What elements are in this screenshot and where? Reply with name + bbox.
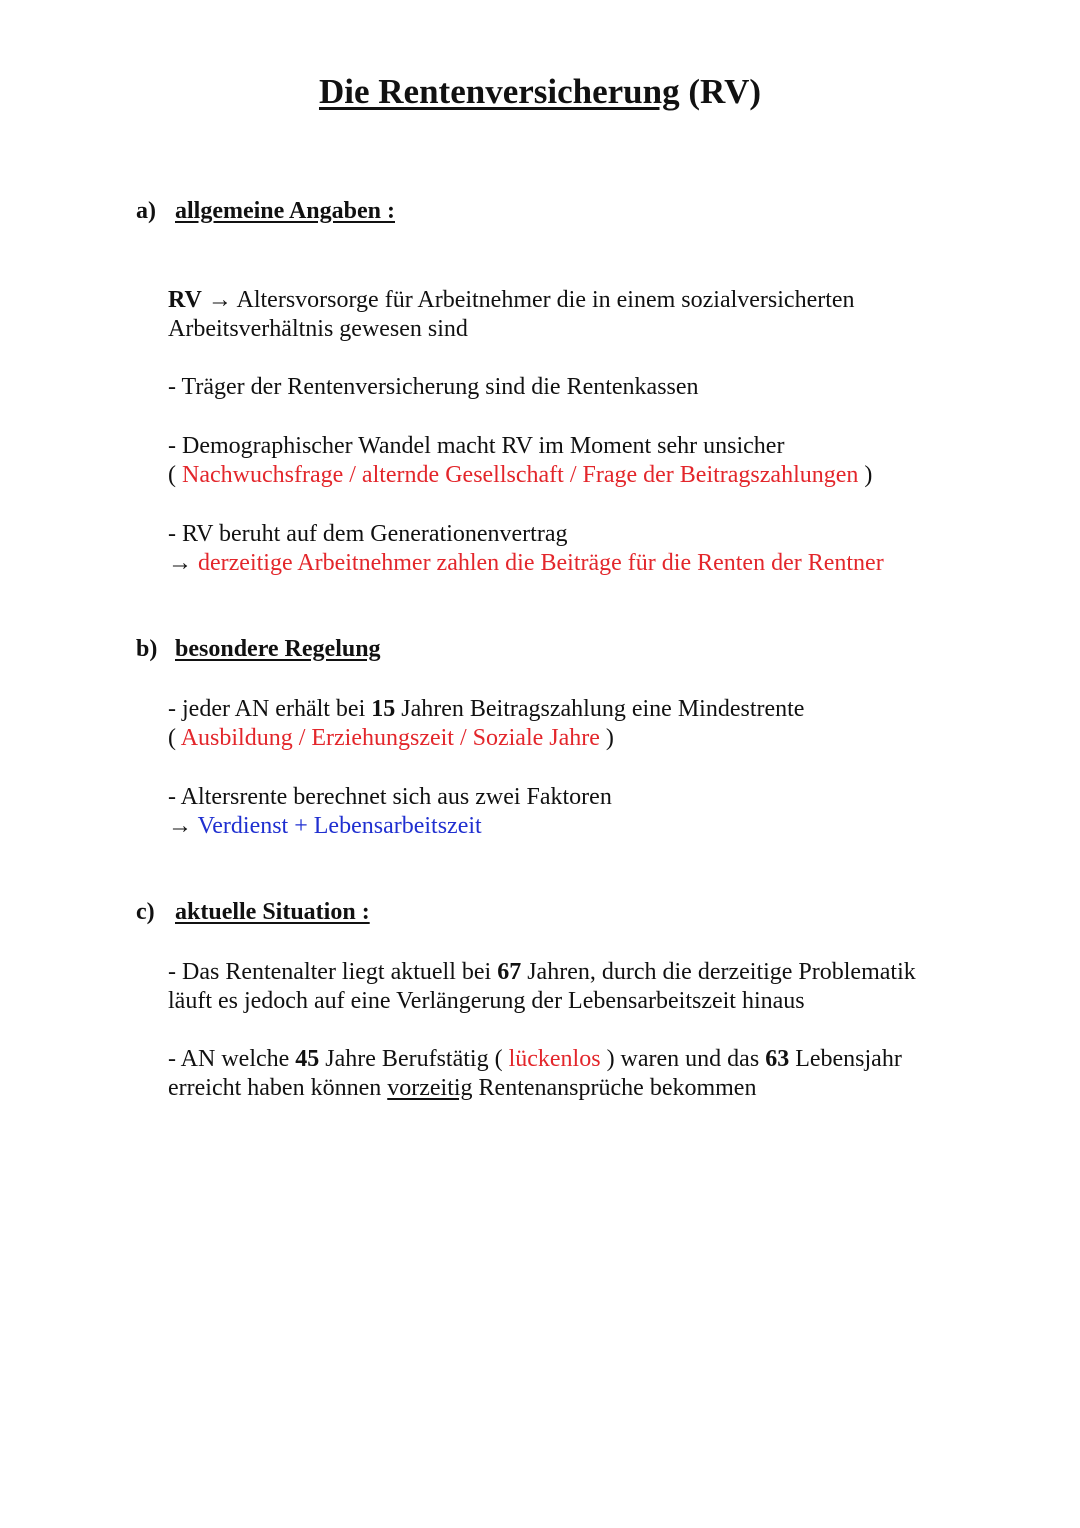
section-b-paragraph-mindestrente	[168, 695, 1028, 753]
mindestrente-post: Jahren Beitragszahlung eine Mindestrente	[401, 696, 805, 722]
arrow-icon: →	[207, 287, 232, 313]
vorzeitig-mid: Jahre Berufstätig (	[325, 1046, 503, 1072]
paren-close: )	[864, 462, 873, 488]
generationenvertrag-explanation: derzeitige Arbeitnehmer zahlen die Beiträge für die Renten der Rentner	[198, 550, 884, 576]
section-c-heading	[136, 899, 370, 926]
demografie-reasons: Nachwuchsfrage / alternde Gesellschaft / Frage der Beitragszahlungen	[182, 462, 859, 488]
vorzeitig-line2-post: Rentenansprüche bekommen	[478, 1075, 757, 1101]
demografie-line: - Demographischer Wandel macht RV im Moment sehr unsicher	[168, 433, 785, 459]
rentenalter-pre: - Das Rentenalter liegt aktuell bei	[168, 959, 492, 985]
rentenalter-years: 67	[497, 959, 522, 985]
section-a-paragraph-generationenvertrag	[168, 520, 1028, 578]
section-a-title: allgemeine Angaben :	[175, 198, 395, 224]
vorzeitig-line2-pre: erreicht haben können	[168, 1075, 382, 1101]
section-b-title: besondere Regelung	[175, 636, 381, 662]
section-a-letter: a)	[136, 198, 156, 224]
arrow-icon: →	[168, 550, 192, 576]
section-a-paragraph-traeger	[168, 373, 1028, 402]
vorzeitig-post: Lebensjahr	[795, 1046, 902, 1072]
arrow-icon: →	[168, 813, 192, 839]
rv-definition-line2: Arbeitsverhältnis gewesen sind	[168, 316, 468, 342]
vorzeitig-underlined: vorzeitig	[387, 1075, 473, 1101]
mindestrente-years: 15	[371, 696, 396, 722]
paren-open: (	[168, 462, 176, 488]
rv-lead: RV	[168, 287, 202, 313]
section-c-paragraph-rentenalter	[168, 958, 1028, 1016]
section-c-paragraph-vorzeitig	[168, 1045, 1028, 1103]
rentenalter-post: Jahren, durch die derzeitige Problematik	[527, 959, 916, 985]
page-title-suffix: (RV)	[688, 72, 762, 111]
vorzeitig-mid2: ) waren und das	[606, 1046, 760, 1072]
page-title-main: Die Rentenversicherung	[318, 72, 680, 111]
mindestrente-pre: - jeder AN erhält bei	[168, 696, 366, 722]
section-b-heading	[136, 636, 381, 663]
section-a-heading	[136, 198, 395, 225]
section-b-paragraph-altersrente	[168, 783, 1028, 841]
page-title	[0, 72, 1080, 112]
generationenvertrag-line: - RV beruht auf dem Generationenvertrag	[168, 521, 568, 547]
section-a-paragraph-demografie	[168, 432, 1028, 490]
lebensjahr-number: 63	[765, 1046, 790, 1072]
paren-open: (	[168, 725, 176, 751]
paren-close: )	[605, 725, 614, 751]
mindestrente-examples: Ausbildung / Erziehungszeit / Soziale Jahre	[180, 725, 600, 751]
traeger-line: - Träger der Rentenversicherung sind die Rentenkassen	[168, 374, 699, 400]
berufsjahre-number: 45	[295, 1046, 320, 1072]
section-c-letter: c)	[136, 899, 155, 925]
lueckenlos-note: lückenlos	[508, 1046, 601, 1072]
section-b-letter: b)	[136, 636, 158, 662]
rentenalter-line2: läuft es jedoch auf eine Verlängerung der Lebensarbeitszeit hinaus	[168, 988, 805, 1014]
rv-definition-line1: Altersvorsorge für Arbeitnehmer die in einem sozialversicherten	[236, 287, 855, 313]
altersrente-factors: Verdienst + Lebensarbeitszeit	[197, 813, 482, 839]
vorzeitig-pre: - AN welche	[168, 1046, 290, 1072]
altersrente-line: - Altersrente berechnet sich aus zwei Faktoren	[168, 784, 612, 810]
section-c-title: aktuelle Situation :	[175, 899, 370, 925]
section-a-paragraph-rv	[168, 286, 1028, 344]
